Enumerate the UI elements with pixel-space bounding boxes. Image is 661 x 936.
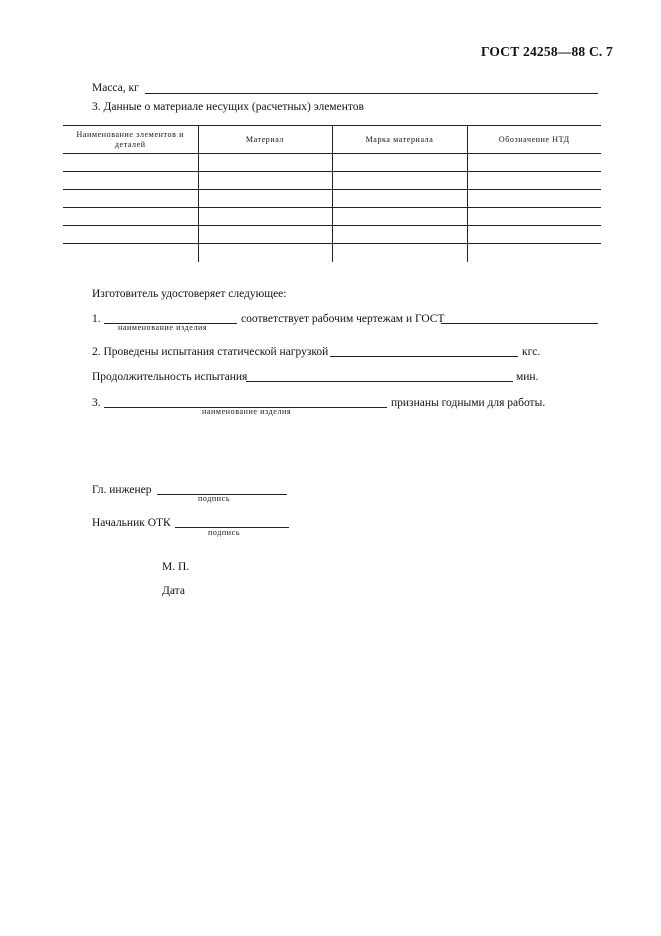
- column-header-ntd: Обозначение НТД: [467, 126, 601, 154]
- item1-gost-field-line[interactable]: [441, 323, 598, 324]
- item3-number: 3.: [92, 397, 101, 409]
- table-cell[interactable]: [198, 154, 332, 172]
- table-cell[interactable]: [198, 244, 332, 262]
- table-cell[interactable]: [467, 190, 601, 208]
- mass-field-line[interactable]: [145, 93, 598, 94]
- load-field-line[interactable]: [330, 356, 518, 357]
- date-label: Дата: [162, 585, 185, 597]
- table-cell[interactable]: [332, 244, 467, 262]
- column-header-element-name: Наименование элементов и деталей: [63, 126, 198, 154]
- table-cell[interactable]: [198, 172, 332, 190]
- item1-caption: наименование изделия: [118, 323, 208, 332]
- load-unit: кгс.: [522, 346, 541, 358]
- column-header-material: Материал: [198, 126, 332, 154]
- table-cell[interactable]: [63, 226, 198, 244]
- table-cell[interactable]: [332, 172, 467, 190]
- table-cell[interactable]: [332, 208, 467, 226]
- mass-label: Масса, кг: [92, 82, 139, 94]
- item2-text: 2. Проведены испытания статической нагрузкой: [92, 346, 329, 358]
- table-cell[interactable]: [467, 172, 601, 190]
- table-cell[interactable]: [467, 226, 601, 244]
- table-cell[interactable]: [332, 190, 467, 208]
- duration-field-line[interactable]: [246, 381, 513, 382]
- table-cell[interactable]: [332, 154, 467, 172]
- item3-text: признаны годными для работы.: [391, 397, 546, 409]
- table-row: [63, 208, 601, 226]
- table-cell[interactable]: [63, 208, 198, 226]
- column-header-material-grade: Марка материала: [332, 126, 467, 154]
- table-header-row: [63, 126, 601, 154]
- table-cell[interactable]: [63, 244, 198, 262]
- table-row: [63, 244, 601, 262]
- table-cell[interactable]: [198, 208, 332, 226]
- table-row: [63, 154, 601, 172]
- material-table: [63, 125, 601, 262]
- duration-label: Продолжительность испытания: [92, 371, 248, 383]
- table-cell[interactable]: [332, 226, 467, 244]
- table-cell[interactable]: [467, 244, 601, 262]
- table-cell[interactable]: [198, 226, 332, 244]
- item1-text: соответствует рабочим чертежам и ГОСТ: [241, 313, 445, 325]
- qc-head-label: Начальник ОТК: [92, 517, 171, 529]
- seal-label: М. П.: [162, 561, 190, 573]
- qc-head-caption: подпись: [208, 528, 241, 537]
- certification-intro: Изготовитель удостоверяет следующее:: [92, 288, 287, 300]
- chief-engineer-caption: подпись: [198, 494, 231, 503]
- table-cell[interactable]: [63, 154, 198, 172]
- section3-title: 3. Данные о материале несущих (расчетных) элементов: [92, 101, 364, 113]
- table-row: [63, 172, 601, 190]
- table-row: [63, 190, 601, 208]
- table-cell[interactable]: [467, 208, 601, 226]
- item1-number: 1.: [92, 313, 101, 325]
- table-cell[interactable]: [63, 190, 198, 208]
- item3-caption: наименование изделия: [202, 407, 292, 416]
- chief-engineer-label: Гл. инженер: [92, 484, 152, 496]
- document-reference: ГОСТ 24258—88 С. 7: [480, 44, 613, 59]
- table-cell[interactable]: [63, 172, 198, 190]
- table-cell[interactable]: [467, 154, 601, 172]
- duration-unit: мин.: [516, 371, 539, 383]
- table-cell[interactable]: [198, 190, 332, 208]
- table-row: [63, 226, 601, 244]
